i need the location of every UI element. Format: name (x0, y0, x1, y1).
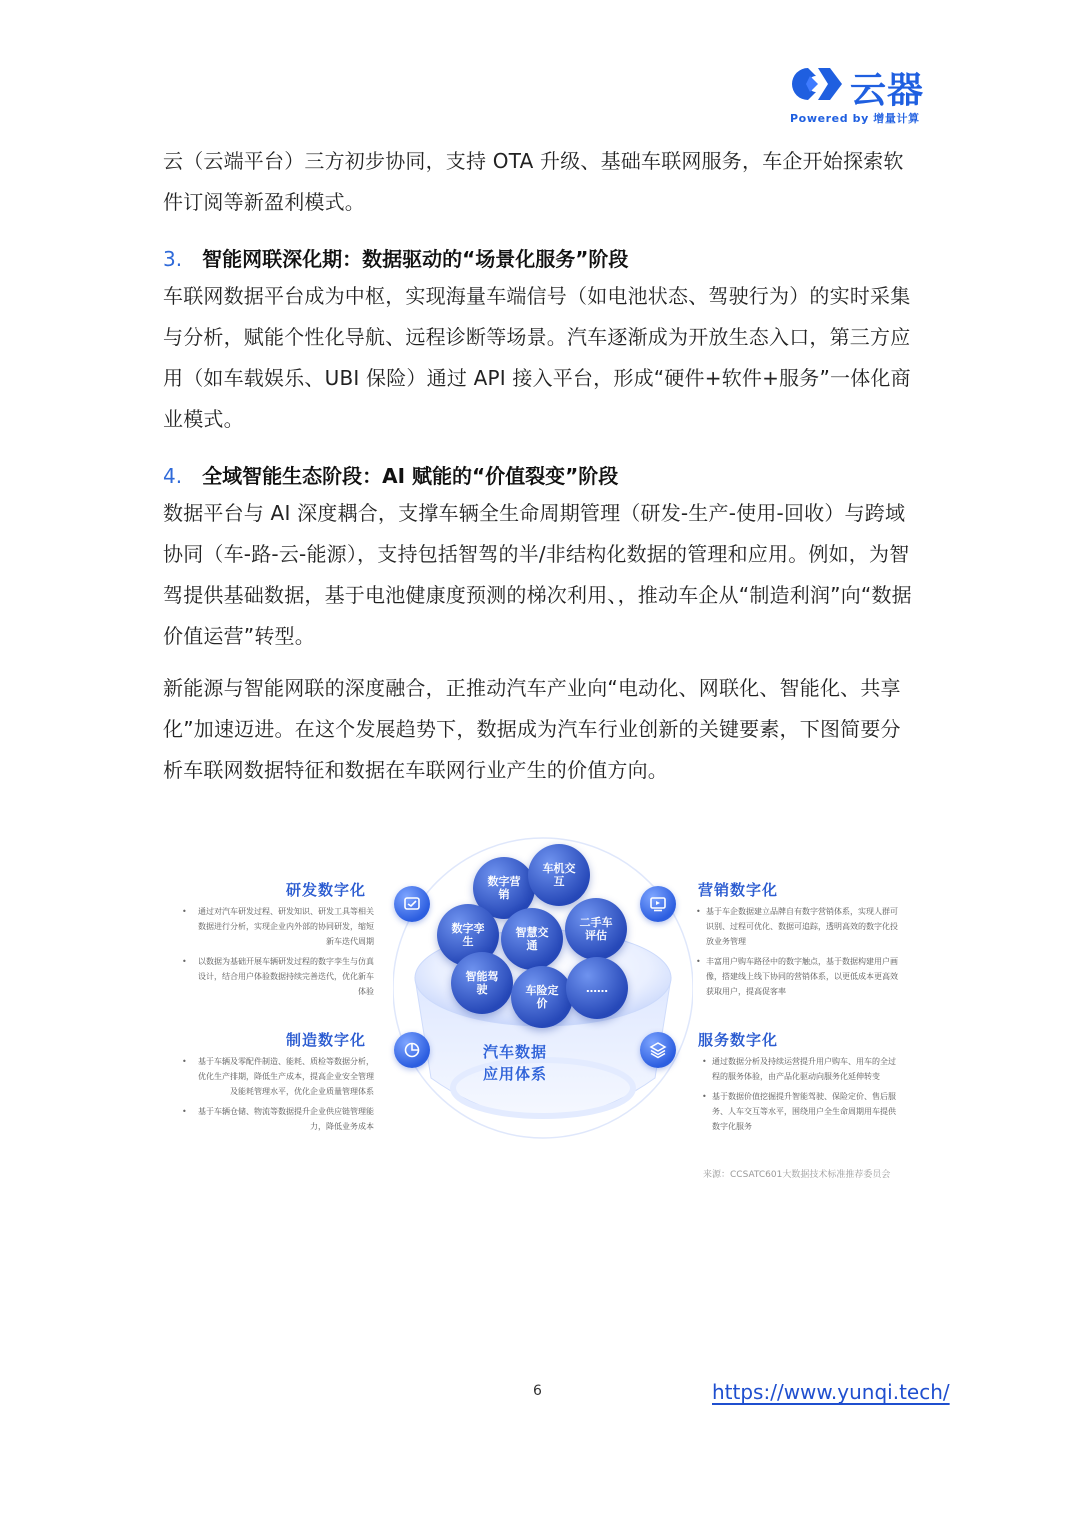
brand-logo (786, 62, 926, 128)
auto-data-application-figure (178, 820, 908, 1190)
heading-text: 智能网联深化期：数据驱动的“场景化服务”阶段 (202, 247, 629, 271)
list-item: • 丰富用户购车路径中的数字触点，基于数据构建用户画像，搭建线上线下协同的营销体系，以更低成本更高效获取用户，提高促客率 (696, 954, 898, 999)
heading-number: 4. (163, 464, 183, 488)
heading-text: 全域智能生态阶段：AI 赋能的“价值裂变”阶段 (202, 464, 619, 488)
paragraph-stage-4: 数据平台与 AI 深度耦合，支撑车辆全生命周期管理（研发-生产-使用-回收）与跨域协同（车-路-云-能源），支持包括智驾的半/非结构化数据的管理和应用。例如，为智驾提供基础数据，基于电池健康度预测的梯次利用、，推动车企从“制造利润”向“数据价值运营”转型。 (163, 501, 912, 648)
page-number: 6 (533, 1383, 542, 1399)
bubble-smart-traffic: 智慧交通 (501, 908, 563, 970)
center-label (483, 1041, 547, 1085)
service-digitalization-list (702, 1054, 898, 1139)
manufacturing-digitalization-list (182, 1054, 374, 1139)
list-item: • 基于车辆及零配件制造、能耗、质检等数据分析，优化生产排期，降低生产成本，提高企业安全管理及能耗管理水平，优化企业质量管理体系 (182, 1054, 374, 1099)
manufacturing-icon (394, 1032, 430, 1068)
list-item: • 基于数据价值挖掘提升智能驾驶、保险定价、售后服务、人车交互等水平，围绕用户全生命周期用车提供数字化服务 (702, 1089, 898, 1134)
center-label-line2: 应用体系 (483, 1065, 548, 1083)
paragraph-cloud-stage: 云（云端平台）三方初步协同，支持 OTA 升级、基础车联网服务，车企开始探索软件订阅等新盈利模式。 (163, 149, 904, 214)
list-item: • 基于车企数据建立品牌自有数字营销体系，实现人群可识别、过程可优化、数据可追踪，透明高效的数字化投放业务管理 (696, 904, 898, 949)
bubble-smart-driving: 智能驾驶 (451, 952, 513, 1014)
paragraph-summary: 新能源与智能网联的深度融合，正推动汽车产业向“电动化、网联化、智能化、共享化”加速迈进。在这个发展趋势下，数据成为汽车行业创新的关键要素，下图简要分析车联网数据特征和数据在车联网行业产生的价值方向。 (163, 676, 901, 782)
marketing-digitalization-title: 营销数字化 (698, 881, 779, 899)
website-link[interactable]: https://www.yunqi.tech/ (712, 1380, 950, 1404)
section-heading-3 (163, 243, 628, 272)
rd-digitalization-list (182, 904, 374, 1004)
manufacturing-digitalization-title: 制造数字化 (286, 1031, 367, 1049)
bubble-digital-twin: 数字孪生 (437, 904, 499, 966)
logo-wordmark: 云器 (850, 70, 925, 111)
service-icon (640, 1032, 676, 1068)
logo-tagline: Powered by 增量计算 (790, 112, 920, 125)
bubble-vehicle-interaction: 车机交互 (528, 844, 590, 906)
section-heading-4 (163, 460, 618, 489)
heading-number: 3. (163, 247, 183, 271)
logo-mark-icon (788, 64, 846, 104)
center-label-line1: 汽车数据 (483, 1043, 548, 1061)
marketing-icon (640, 886, 676, 922)
paragraph-stage-3: 车联网数据平台成为中枢，实现海量车端信号（如电池状态、驾驶行为）的实时采集与分析，赋能个性化导航、远程诊断等场景。汽车逐渐成为开放生态入口，第三方应用（如车载娱乐、UBI 保险）通过 API 接入平台，形成“硬件+软件+服务”一体化商业模式。 (163, 284, 911, 431)
bubble-used-car-evaluation: 二手车评估 (565, 898, 627, 960)
list-item: • 以数据为基础开展车辆研发过程的数字孪生与仿真设计，结合用户体验数据持续完善迭代，优化新车体验 (182, 954, 374, 999)
bubble-more: …… (566, 957, 628, 1019)
rd-digitalization-title: 研发数字化 (286, 881, 367, 899)
bubble-digital-marketing: 数字营销 (473, 857, 535, 919)
list-item: • 通过对汽车研发过程、研发知识、研发工具等相关数据进行分析，实现企业内外部的协同研发，缩短新车迭代周期 (182, 904, 374, 949)
service-digitalization-title: 服务数字化 (698, 1031, 779, 1049)
figure-source: 来源：CCSATC601大数据技术标准推荐委员会 (703, 1170, 891, 1180)
list-item: • 通过数据分析及持续运营提升用户购车、用车的全过程的服务体验，由产品化驱动向服务化延伸转变 (702, 1054, 898, 1084)
rd-icon (394, 886, 430, 922)
list-item: • 基于车辆仓储、物流等数据提升企业供应链管理能力，降低业务成本 (182, 1104, 374, 1134)
marketing-digitalization-list (696, 904, 898, 1004)
bubble-insurance-pricing: 车险定价 (511, 966, 573, 1028)
